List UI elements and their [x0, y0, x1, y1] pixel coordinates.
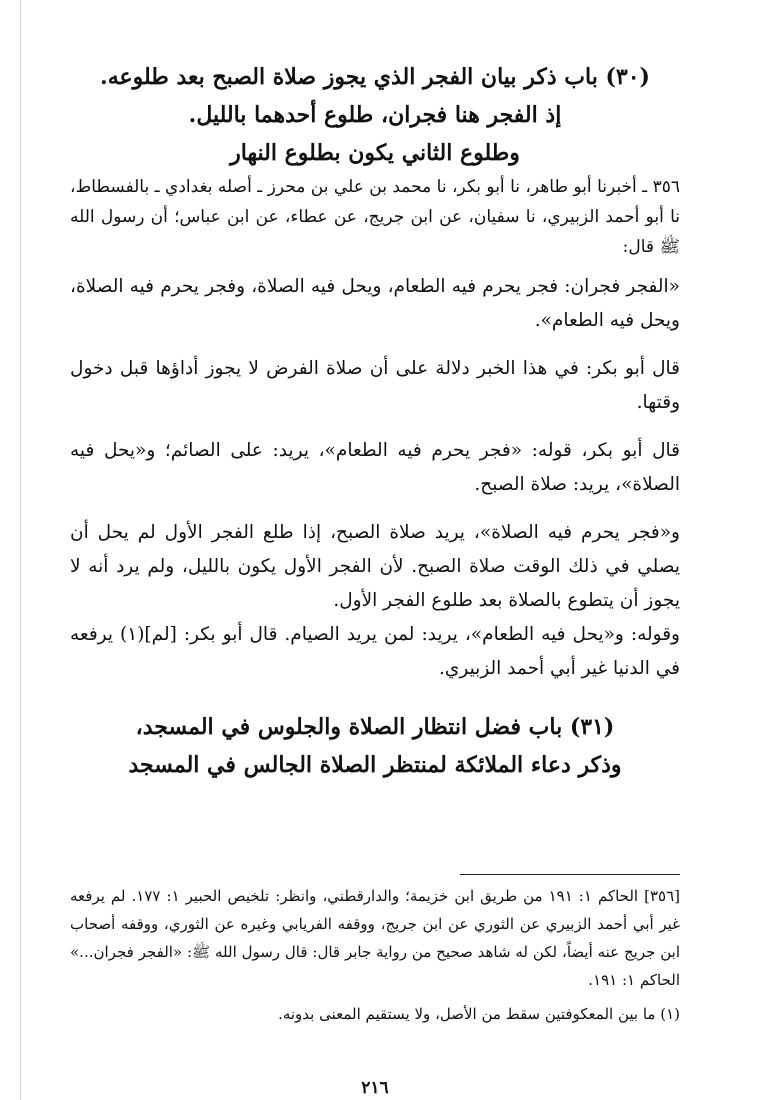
commentary-paragraph-4: وقوله: و«يحل فيه الطعام»، يريد: لمن يريد الصيام. قال أبو بكر: [لم](١) يرفعه في الدنيا غير أبي أحمد الزبيري. — [70, 624, 680, 679]
commentary-paragraph-2: قال أبو بكر، قوله: «فجر يحرم فيه الطعام»، يريد: على الصائم؛ و«يحل فيه الصلاة»، يريد: صلاة الصبح. — [70, 440, 680, 495]
footnotes — [70, 882, 680, 1028]
page-number: ٢١٦ — [361, 1078, 389, 1098]
chapter-30-title-line-3: وطلوع الثاني يكون بطلوع النهار — [230, 140, 520, 166]
footnote-separator — [460, 874, 680, 875]
commentary-paragraph-1: قال أبو بكر: في هذا الخبر دلالة على أن صلاة الفرض لا يجوز أداؤها قبل دخول وقتها. — [70, 358, 680, 413]
chapter-31-title-line-2: وذكر دعاء الملائكة لمنتظر الصلاة الجالس في المسجد — [128, 752, 622, 778]
hadith-356-isnad: ٣٥٦ ـ أخبرنا أبو طاهر، نا أبو بكر، نا محمد بن علي بن محرز ـ أصله بغدادي ـ بالفسطاط، نا أبو أحمد الزبيري، نا سفيان، عن ابن جريج، عن عطاء، عن ابن عباس؛ أن رسول الله ﷺ قال: — [70, 177, 680, 257]
footnote-takhrij-356: [٣٥٦] الحاكم ١: ١٩١ من طريق ابن خزيمة؛ والدارقطني، وانظر: تلخيص الحبير ١: ١٧٧. لم يرفعه غير أبي أحمد الزبيري عن الثوري عن ابن جريج، ووقفه الفريابي وغيره عن الثوري، ووقفه أصحاب ابن جريج عنه أيضاً، لكن له شاهد صحيح من رواية جابر قال: قال رسول الله ﷺ: «الفجر فجران...» الحاكم ١: ١٩١. — [70, 887, 680, 989]
footnote-1: (١) ما بين المعكوفتين سقط من الأصل، ولا يستقيم المعنى بدونه. — [278, 1005, 680, 1023]
chapter-31-title-line-1: (٣١) باب فضل انتظار الصلاة والجلوس في المسجد، — [135, 714, 615, 740]
hadith-356-matn: «الفجر فجران: فجر يحرم فيه الطعام، ويحل فيه الصلاة، وفجر يحرم فيه الصلاة، ويحل فيه الطعام». — [70, 276, 680, 331]
chapter-30-title-line-1: (٣٠) باب ذكر بيان الفجر الذي يجوز صلاة الصبح بعد طلوعه. — [100, 64, 650, 90]
book-page — [70, 58, 680, 1098]
page-gutter-line — [20, 0, 21, 1100]
commentary-paragraph-3: و«فجر يحرم فيه الصلاة»، يريد صلاة الصبح، إذا طلع الفجر الأول لم يحل أن يصلي في ذلك الوقت صلاة الصبح. لأن الفجر الأول يكون بالليل، ولم يرد أنه لا يجوز أن يتطوع بالصلاة بعد طلوع الفجر الأول. — [70, 522, 680, 611]
chapter-30-title-line-2: إذ الفجر هنا فجران، طلوع أحدهما بالليل. — [188, 102, 562, 128]
